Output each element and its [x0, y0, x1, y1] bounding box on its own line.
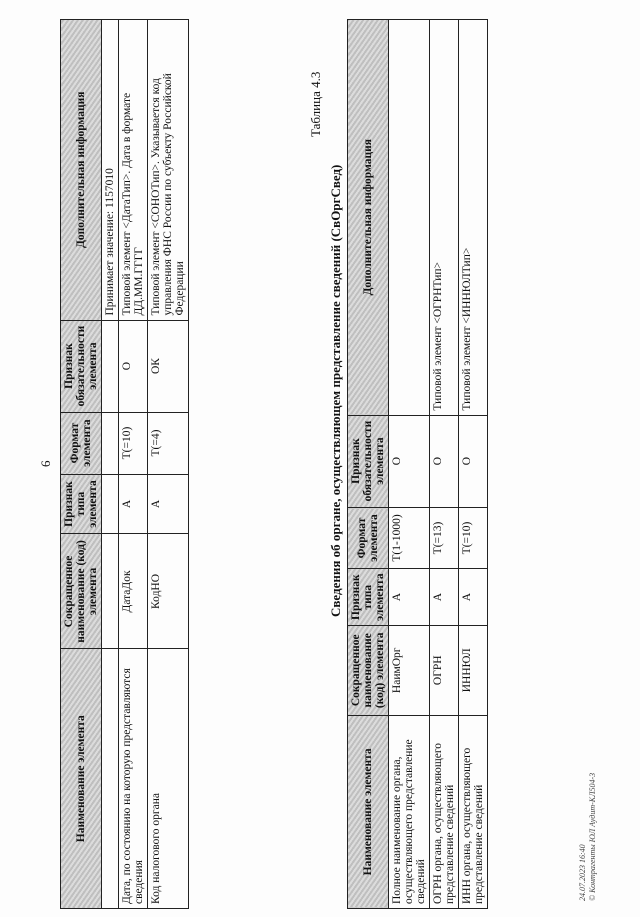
- table-cell: T(=10): [459, 507, 488, 569]
- t2-header-required: Признак обязательности элемента: [348, 415, 389, 507]
- table-cell: [102, 649, 119, 909]
- table-cell: Дата, по состоянию на которую представляются сведения: [119, 649, 148, 909]
- table-cell: [102, 412, 119, 474]
- table-cell: О: [430, 415, 459, 507]
- table-cell: О: [119, 320, 148, 412]
- table-cell: T(=4): [148, 412, 189, 474]
- t1-header-required: Признак обязательности элемента: [61, 320, 102, 412]
- table-2-title: Сведения об органе, осуществляющем представление сведений (СвОргСвед): [328, 164, 343, 617]
- table-cell: Типовой элемент <СОНОТип>. Указывается код управления ФНС России по субъекту Российской Федерации: [148, 20, 189, 321]
- table-cell: А: [389, 569, 430, 625]
- t2-header-type: Признак типа элемента: [348, 569, 389, 625]
- table-caption: Таблица 4.3: [308, 71, 323, 137]
- table-cell: [102, 320, 119, 412]
- table-cell: Типовой элемент <ДатаТип>. Дата в формате ДД.ММ.ГГГГ: [119, 20, 148, 321]
- table-cell: T(1-1000): [389, 507, 430, 569]
- table-cell: А: [119, 474, 148, 534]
- table-row: [102, 20, 119, 909]
- stamp-source: © Контрагенты ЮЛ Аудит-КЛ504-3: [588, 772, 597, 901]
- t1-header-format: Формат элемента: [61, 412, 102, 474]
- table-row: [459, 20, 488, 909]
- table-2: [347, 19, 488, 909]
- table-cell: О: [459, 415, 488, 507]
- table-cell: ОГРН органа, осуществляющего представление сведений: [430, 715, 459, 908]
- table-cell: А: [148, 474, 189, 534]
- table-cell: ИНН органа, осуществляющего представление сведений: [459, 715, 488, 908]
- t1-header-type: Признак типа элемента: [61, 474, 102, 534]
- table-cell: [102, 474, 119, 534]
- t1-header-info: Дополнительная информация: [61, 20, 102, 321]
- page-number: 6: [38, 460, 53, 467]
- table-cell: T(=13): [430, 507, 459, 569]
- table-cell: Типовой элемент <ИННЮЛТип>: [459, 20, 488, 416]
- table-cell: ДатаДок: [119, 534, 148, 649]
- table-cell: ИННЮЛ: [459, 625, 488, 715]
- table-cell: [389, 20, 430, 416]
- table-cell: КодНО: [148, 534, 189, 649]
- table-cell: Полное наименование органа, осуществляющего представление сведений: [389, 715, 430, 908]
- t2-header-info: Дополнительная информация: [348, 20, 389, 416]
- t1-header-name: Наименование элемента: [61, 649, 102, 909]
- table-cell: А: [430, 569, 459, 625]
- t2-header-format: Формат элемента: [348, 507, 389, 569]
- table-cell: Код налогового органа: [148, 649, 189, 909]
- table-cell: T(=10): [119, 412, 148, 474]
- table-2-header-row: [348, 20, 389, 909]
- table-1: [60, 19, 189, 909]
- table-row: [119, 20, 148, 909]
- table-cell: ОГРН: [430, 625, 459, 715]
- stamp-date: 24.07.2023 16:40: [578, 844, 587, 901]
- table-cell: О: [389, 415, 430, 507]
- table-row: [148, 20, 189, 909]
- table-cell: НаимОрг: [389, 625, 430, 715]
- t1-header-code: Сокращенное наименование (код) элемента: [61, 534, 102, 649]
- print-stamp: [578, 773, 598, 901]
- table-cell: [102, 534, 119, 649]
- t2-header-name: Наименование элемента: [348, 715, 389, 908]
- table-cell: ОК: [148, 320, 189, 412]
- table-1-header-row: [61, 20, 102, 909]
- t2-header-code: Сокращенное наименование (код) элемента: [348, 625, 389, 715]
- table-cell: А: [459, 569, 488, 625]
- table-cell: Типовой элемент <ОГРНТип>: [430, 20, 459, 416]
- table-row: [430, 20, 459, 909]
- table-cell: Принимает значение: 1157010: [102, 20, 119, 321]
- table-row: [389, 20, 430, 909]
